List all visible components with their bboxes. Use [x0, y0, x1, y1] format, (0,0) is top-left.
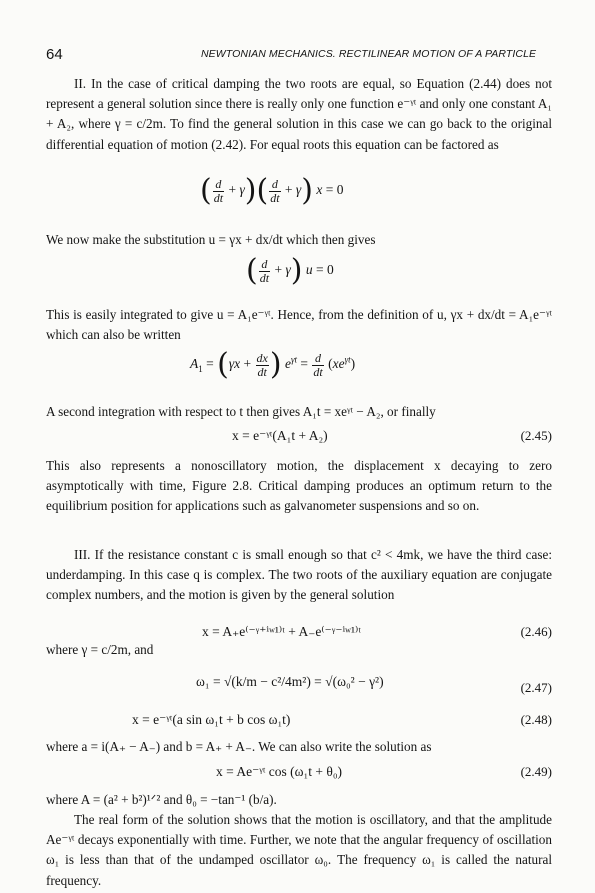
equation-2-48: x = e⁻ᵞᵗ(a sin ω₁t + b cos ω₁t) (2.48) — [132, 712, 552, 727]
equation-number: (2.47) — [520, 680, 552, 695]
equation-A1: $A_1 = (\gamma x$ + $\frac{dx}{dt}$ ) $e^{\gamma t}$ = $\frac{d}{dt}$ $(xe^{\gamma t})$ — [190, 347, 356, 382]
equation-factored: ( $\frac{d}{dt}$ + γ)( $\frac{d}{dt}$ + γ) x = 0 — [200, 173, 344, 208]
paragraph-integration: This is easily integrated to give u = A₁e⁻ᵞᵗ. Hence, from the definition of u, γx + dx/dt = A₁e⁻ᵞᵗ which can also be written — [46, 307, 552, 343]
paragraph-nonoscillatory: This also represents a nonoscillatory motion, the displacement x decaying to zero asymptotically with time, Figure 2.8. Critical damping produces an optimum return to the equilibrium position for applications such as galvanometer suspensions and so on. — [46, 458, 552, 514]
page-number: 64 — [46, 46, 63, 63]
equation-u: ( $\frac{d}{dt}$ + γ) u = 0 — [246, 253, 334, 288]
where-gamma: where γ = c/2m, and — [46, 642, 154, 657]
equation-number: (2.49) — [520, 764, 552, 779]
paragraph-amplitude-definition: where A = (a² + b²)¹ᐟ² and θ₀ = −tan⁻¹ (b/a). — [46, 792, 277, 807]
equation-number: (2.45) — [520, 428, 552, 443]
paragraph-where-a-b: where a = i(A₊ − A₋) and b = A₊ + A₋. We can also write the solution as — [46, 739, 432, 754]
equation-number: (2.48) — [520, 712, 552, 727]
page-header — [0, 46, 595, 62]
equation-2-47: ω₁ = √(k/m − c²/4m²) = √(ω₀² − γ²) (2.47) — [196, 674, 552, 695]
running-title: NEWTONIAN MECHANICS. RECTILINEAR MOTION OF A PARTICLE — [201, 48, 537, 60]
equation-2-49: x = Ae⁻ᵞᵗ cos (ω₁t + θ₀) (2.49) — [216, 764, 552, 779]
equation-number: (2.46) — [520, 624, 552, 639]
paragraph-second-integration: A second integration with respect to t then gives A₁t = xeᵞᵗ − A₂, or finally — [46, 404, 436, 419]
equation-2-45: x = e⁻ᵞᵗ(A₁t + A₂) (2.45) — [232, 428, 552, 443]
paragraph-underdamping: III. If the resistance constant c is small enough so that c² < 4mk, we have the third case: underdamping. In this case q is complex. The two roots of the auxiliary equation are conjugate complex numbers, and the motion is given by the general solution — [46, 547, 552, 603]
paragraph-critical-damping: II. In the case of critical damping the two roots are equal, so Equation (2.44) does not represent a general solution since there is really only one function e⁻ᵞᵗ and only one constant A₁ + A₂, where γ = c/2m. To find the general solution in this case we can go back to the original differential equation of motion (2.42). For equal roots this equation can be factored as — [46, 76, 552, 152]
paragraph-natural-frequency: The real form of the solution shows that the motion is oscillatory, and that the amplitude Ae⁻ᵞᵗ decays exponentially with time. Further, we note that the angular frequency of oscillation ω₁ is less than that of the undamped oscillator ω₀. The frequency ω₁ is called the natural frequency. — [46, 812, 552, 888]
paragraph-substitution: We now make the substitution u = γx + dx/dt which then gives — [46, 232, 376, 247]
equation-2-46: x = A₊e⁽⁻ᵞ⁺ⁱʷ¹⁾ᵗ + A₋e⁽⁻ᵞ⁻ⁱʷ¹⁾ᵗ (2.46) — [202, 624, 552, 639]
